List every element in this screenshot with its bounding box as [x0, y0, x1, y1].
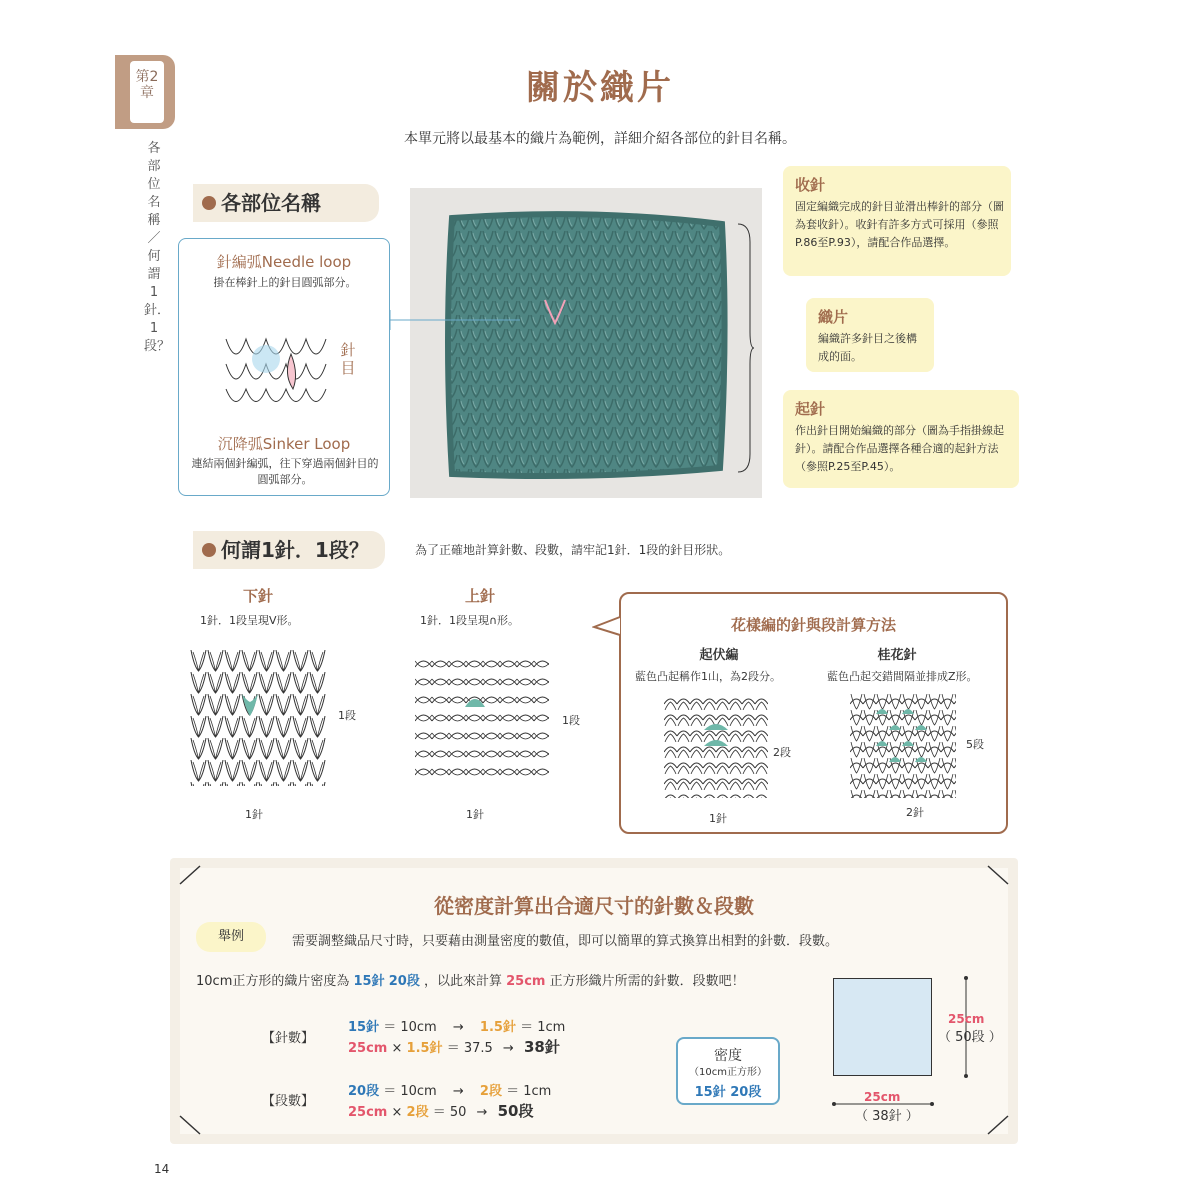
garter-title: 起伏編 [699, 648, 739, 663]
needle-loop-title: 針編弧Needle loop [216, 253, 352, 271]
sl2-result: 38針 [523, 1038, 560, 1056]
sl2-arrow: → [502, 1041, 514, 1056]
fabric-title: 織片 [818, 308, 849, 326]
rl1-d: ＝ 1cm [506, 1084, 552, 1099]
pattern-box-pointer [592, 615, 622, 639]
garter-row-label: 2段 [773, 746, 791, 759]
side-running-title: 各部位名稱／何謂1針．1段？ [144, 141, 171, 354]
example-badge: 舉例 [196, 922, 266, 952]
rl2-b: 2段 [406, 1105, 429, 1120]
pointer-line [380, 290, 520, 330]
section2-desc: 為了正確地計算針數、段數，請牢記1針．1段的針目形狀。 [415, 543, 731, 557]
width-stitches: （ 38針 ） [855, 1109, 919, 1124]
sl1-a: 15針 [348, 1020, 380, 1035]
chapter-label: 第2章 [135, 69, 159, 101]
density-title: 密度 [714, 1048, 742, 1064]
page-number: 14 [154, 1162, 170, 1176]
stitch-line-1 [348, 1016, 565, 1035]
rl1-c: 2段 [479, 1084, 502, 1099]
cast-on-title: 起針 [795, 400, 826, 418]
row-line-1 [348, 1080, 551, 1099]
bind-off-body: 固定編織完成的針目並滑出棒針的部分（圖為套收針）。收針有許多方式可採用（參照P.86至P.93），請配合作品選擇。 [795, 200, 1004, 249]
problem-text-2: ，以此來計算 [423, 974, 502, 989]
rl2-arrow: → [476, 1105, 488, 1120]
garter-diagram [664, 694, 768, 798]
gauge-intro: 需要調整織品尺寸時，只要藉由測量密度的數值，即可以簡單的算式換算出相對的針數．段數。 [292, 934, 839, 949]
knit-stitch-label: 1針 [245, 808, 263, 821]
rl1-b: ＝ 10cm [383, 1084, 437, 1099]
stitch-count-label: 【針數】 [262, 1031, 315, 1046]
width-cm: 25cm [864, 1090, 901, 1104]
section-heading-parts: 各部位名稱 [193, 184, 379, 222]
page-title: 關於織片 [526, 68, 674, 108]
seed-title: 桂花針 [877, 648, 917, 663]
density-box [676, 1037, 780, 1105]
rl2-c: ＝ 50 [432, 1105, 467, 1120]
stitch-line-2 [348, 1036, 560, 1057]
density-value: 15針 20段 [694, 1085, 762, 1100]
sl1-arrow: → [452, 1020, 464, 1035]
rl2-x: × [391, 1105, 403, 1120]
purl-row-label: 1段 [562, 714, 580, 727]
sl1-d: ＝ 1cm [520, 1020, 566, 1035]
cast-on-body: 作出針目開始編織的部分（圖為手指掛線起針）。請配合作品選擇各種合適的起針方法（參照P.25至P.45）。 [795, 424, 1004, 473]
needle-loop-desc: 掛在棒針上的針目圓弧部分。 [213, 276, 357, 289]
garter-desc: 藍色凸起稱作1山，為2段分。 [635, 670, 781, 683]
bind-off-title: 收針 [795, 176, 826, 194]
density-sub: （10cm正方形） [689, 1067, 767, 1078]
row-line-2 [348, 1100, 533, 1121]
purl-desc: 1針．1段呈現∩形。 [420, 614, 520, 627]
seed-row-label: 5段 [966, 738, 984, 751]
rl2-a: 25cm [348, 1105, 388, 1120]
height-rows: （ 50段 ） [938, 1030, 1002, 1045]
stitch-label: 針目 [340, 341, 356, 377]
rl2-result: 50段 [497, 1102, 534, 1120]
garter-stitch-label: 1針 [709, 812, 727, 825]
knitted-swatch-image [410, 188, 762, 498]
rl1-a: 20段 [348, 1084, 380, 1099]
purl-stitch-label: 1針 [466, 808, 484, 821]
gauge-problem [196, 970, 745, 989]
sl1-b: ＝ 10cm [383, 1020, 437, 1035]
section-heading-stitch-row: 何謂1針．1段？ [193, 531, 385, 569]
seed-stitch-label: 2針 [906, 806, 924, 819]
row-count-label: 【段數】 [262, 1094, 315, 1109]
pattern-calc-title: 花樣編的針與段計算方法 [730, 616, 896, 634]
sl2-c: ＝ 37.5 [446, 1041, 493, 1056]
gauge-title: 從密度計算出合適尺寸的針數＆段數 [434, 894, 754, 918]
problem-text-3: 正方形織片所需的針數．段數吧！ [549, 974, 745, 989]
sl2-b: 1.5針 [406, 1041, 443, 1056]
knit-row-label: 1段 [338, 709, 356, 722]
cast-on-callout [783, 390, 1019, 488]
purl-title: 上針 [464, 587, 495, 605]
sinker-loop-title: 沉降弧Sinker Loop [217, 435, 351, 453]
fabric-body: 編織許多針目之後構成的面。 [818, 332, 917, 363]
bracket-right [736, 222, 756, 474]
height-cm: 25cm [948, 1012, 985, 1026]
sl2-x: × [391, 1041, 403, 1056]
knit-diagram [190, 650, 326, 786]
problem-text-1: 10cm正方形的織片密度為 [196, 974, 350, 989]
problem-size: 25cm [506, 974, 546, 989]
needle-loop-callout [178, 238, 390, 496]
knit-title: 下針 [242, 587, 273, 605]
rl1-arrow: → [452, 1084, 464, 1099]
sl1-c: 1.5針 [479, 1020, 516, 1035]
seed-desc: 藍色凸起交錯間隔並排成Z形。 [827, 670, 978, 683]
purl-diagram [415, 655, 549, 785]
page-subtitle: 本單元將以最基本的織片為範例，詳細介紹各部位的針目名稱。 [404, 131, 796, 147]
chapter-tab [115, 55, 175, 129]
sinker-loop-desc: 連結兩個針編弧，往下穿過兩個針目的圓弧部分。 [191, 457, 379, 486]
swatch-photo [410, 188, 762, 498]
fabric-callout [806, 298, 934, 372]
sl2-a: 25cm [348, 1041, 388, 1056]
problem-row: 20段 [388, 974, 420, 989]
bind-off-callout [783, 166, 1011, 276]
loop-diagram [221, 329, 331, 411]
problem-stitch: 15針 [353, 974, 385, 989]
seed-diagram [850, 694, 956, 798]
pattern-calc-box [619, 592, 1008, 834]
knit-desc: 1針．1段呈現V形。 [200, 614, 299, 627]
